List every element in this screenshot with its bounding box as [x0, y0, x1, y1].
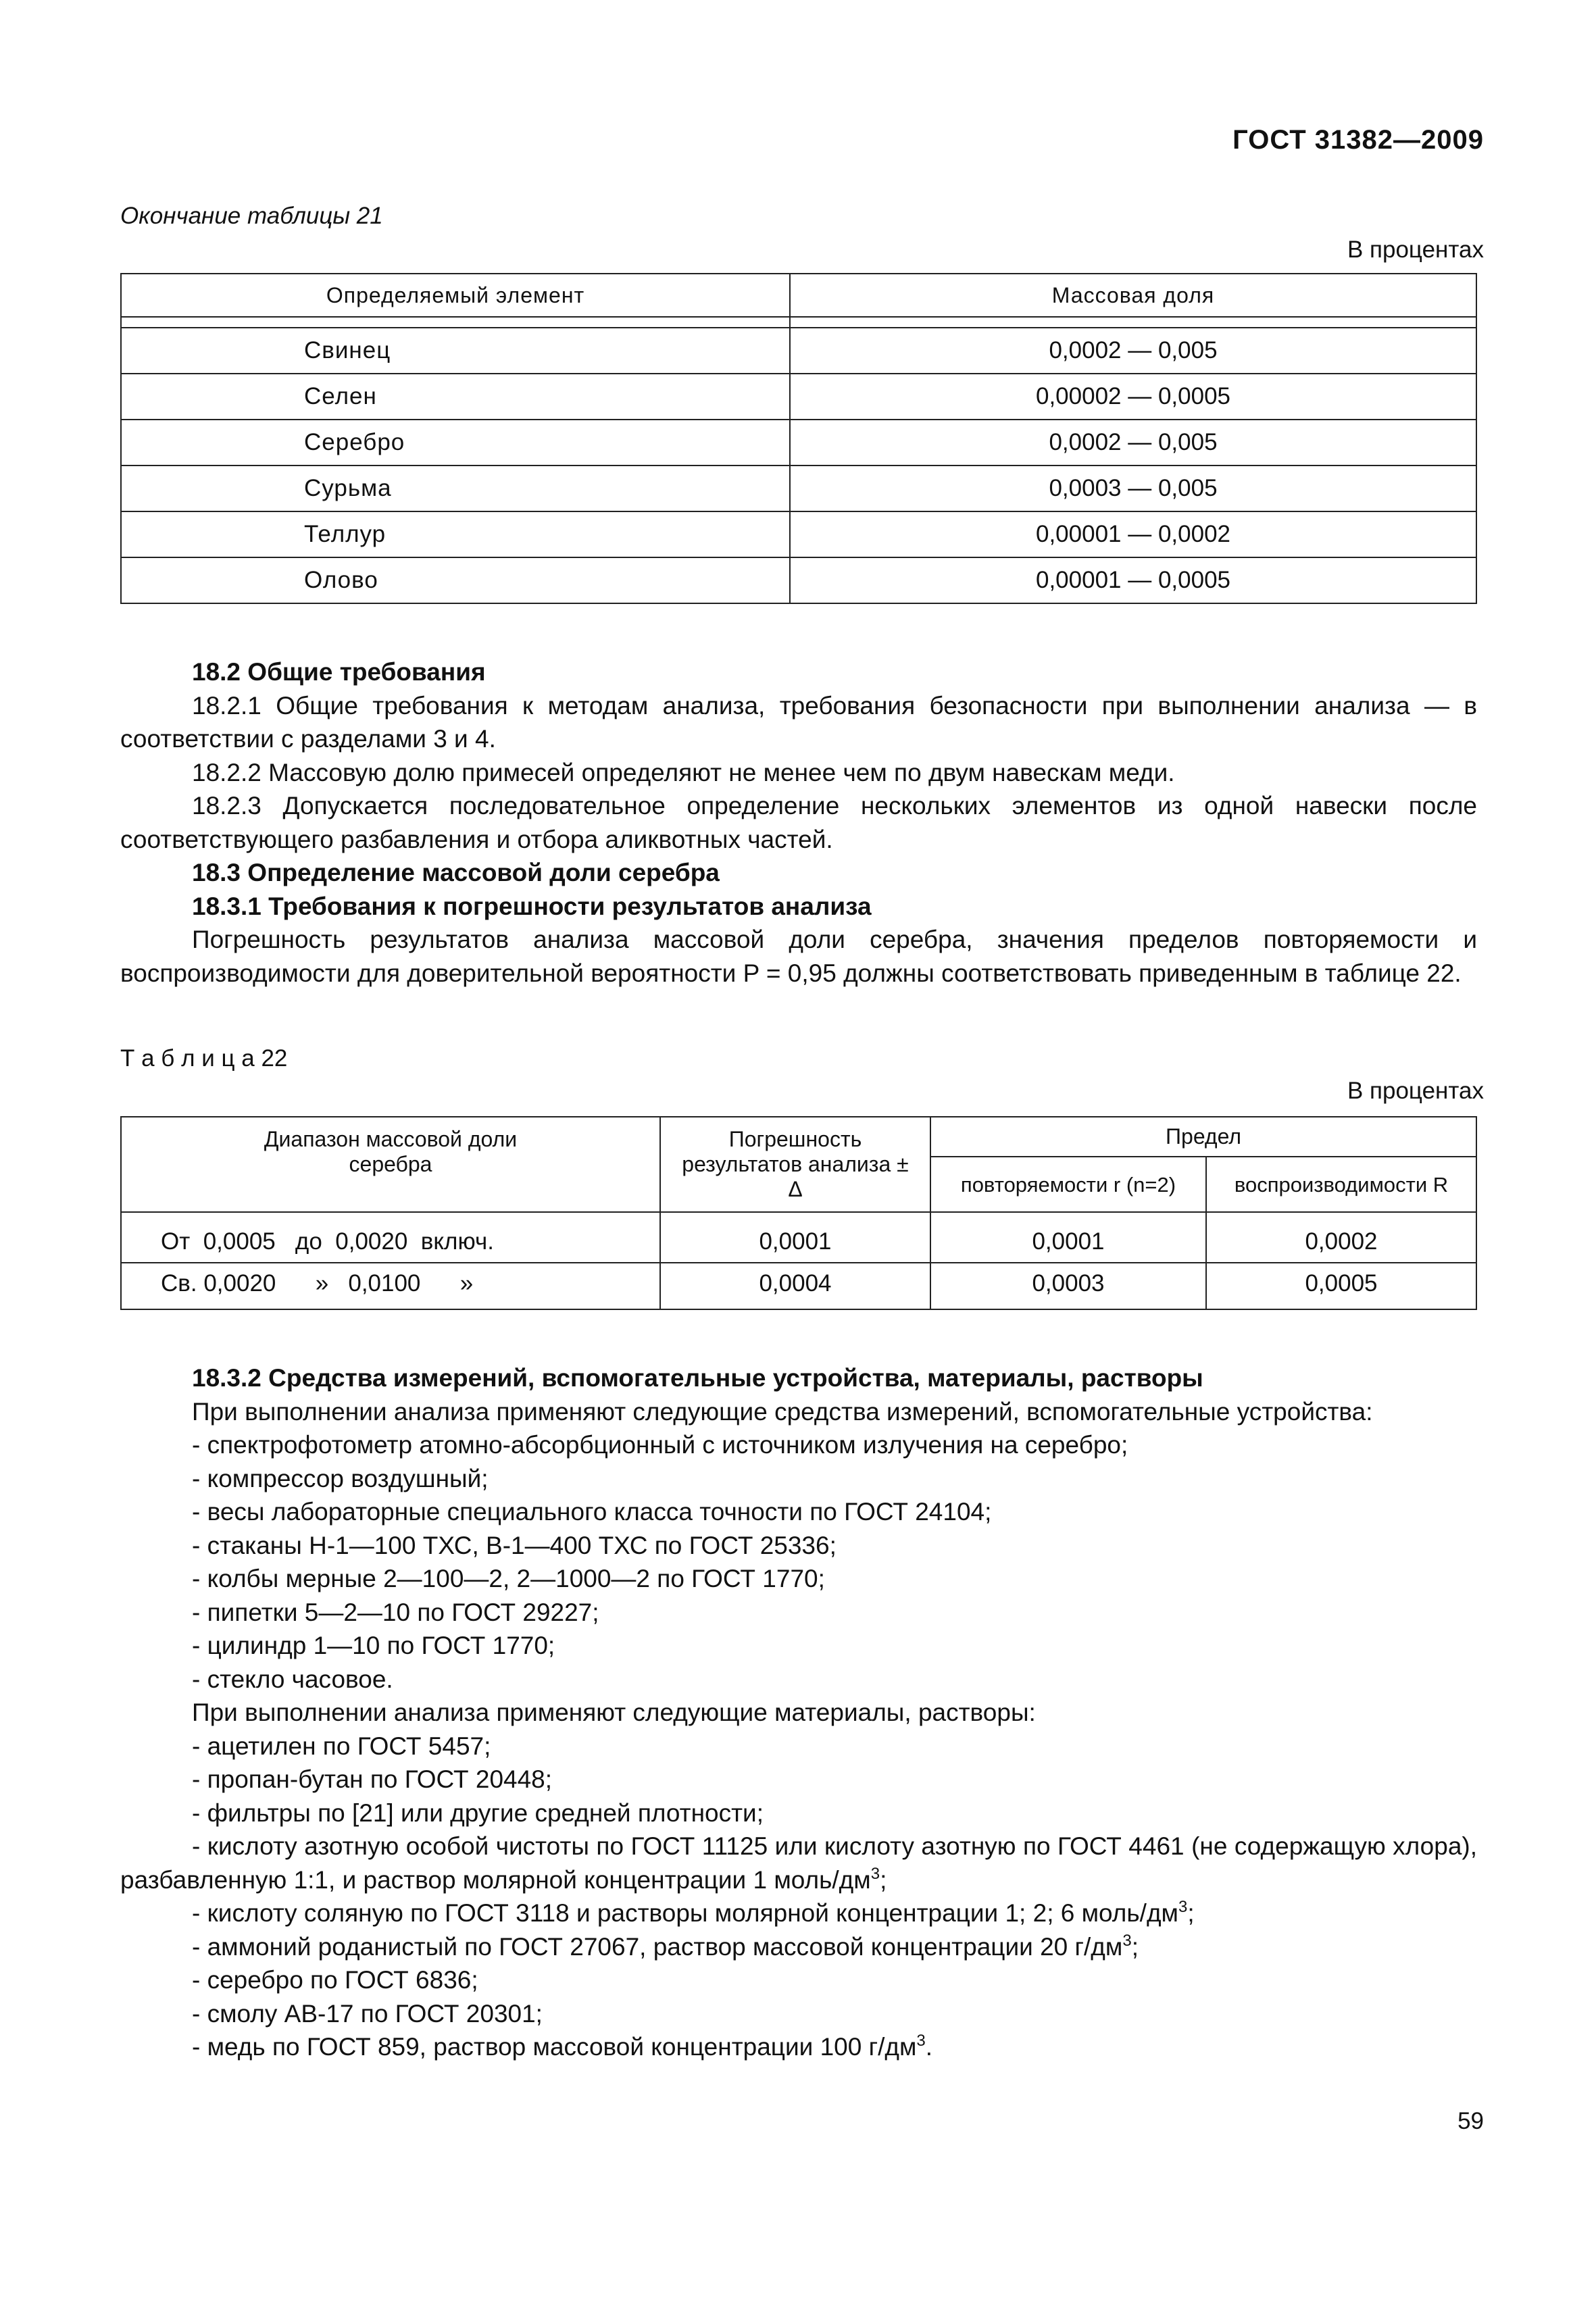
- table-row: [121, 328, 1476, 374]
- table-row: [121, 374, 1476, 420]
- mass-fraction: 0,00001 — 0,0002: [790, 511, 1476, 557]
- mass-fraction: 0,0002 — 0,005: [790, 420, 1476, 466]
- reproducibility-cell: 0,0002: [1206, 1212, 1476, 1263]
- error-cell: 0,0001: [660, 1212, 930, 1263]
- column-header-element: Определяемый элемент: [121, 274, 790, 317]
- mass-fraction: 0,00001 — 0,0005: [790, 557, 1476, 603]
- table-row: [121, 1212, 1476, 1263]
- column-header-error: Погрешность результатов анализа ± Δ: [660, 1117, 930, 1212]
- subsection-heading: 18.3.1 Требования к погрешности результатов анализа: [192, 892, 872, 920]
- table21-units: В процентах: [1347, 236, 1484, 263]
- table22-caption: Т а б л и ц а 22: [120, 1045, 288, 1072]
- superscript: 3: [1122, 1931, 1132, 1950]
- list-item: - цилиндр 1—10 по ГОСТ 1770;: [192, 1632, 555, 1659]
- superscript: 3: [870, 1864, 880, 1883]
- list-item: [120, 1830, 1477, 1896]
- list-item: - весы лабораторные специального класса точности по ГОСТ 24104;: [192, 1498, 992, 1526]
- list-item: - пропан-бутан по ГОСТ 20448;: [192, 1765, 553, 1793]
- element-name: Сурьма: [121, 466, 790, 511]
- element-name: Свинец: [121, 328, 790, 374]
- paragraph: 18.2.1 Общие требования к методам анализа, требования безопасности при выполнении анализа — в соответствии с разделами 3 и 4.: [120, 691, 1477, 753]
- list-item: [120, 1896, 1477, 1930]
- table21-caption: Окончание таблицы 21: [120, 203, 383, 229]
- element-name: Теллур: [121, 511, 790, 557]
- column-header-reproducibility: воспроизводимости R: [1206, 1157, 1476, 1212]
- table-21: [120, 273, 1477, 604]
- superscript: 3: [1178, 1898, 1188, 1916]
- page-number: 59: [1457, 2108, 1484, 2134]
- list-item: - стекло часовое.: [192, 1665, 393, 1693]
- mass-fraction: 0,0002 — 0,005: [790, 328, 1476, 374]
- list-item-text: - аммоний роданистый по ГОСТ 27067, раствор массовой концентрации 20 г/дм: [192, 1932, 1123, 1961]
- section-18-3-2: [120, 1361, 1477, 2064]
- list-item: - ацетилен по ГОСТ 5457;: [192, 1732, 491, 1760]
- column-header-repeatability: повторяемости r (n=2): [930, 1157, 1206, 1212]
- element-name: Олово: [121, 557, 790, 603]
- section-heading: 18.3 Определение массовой доли серебра: [192, 859, 720, 886]
- table-row: [121, 1263, 1476, 1309]
- table22-units: В процентах: [1347, 1078, 1484, 1104]
- range-cell: От 0,0005 до 0,0020 включ.: [121, 1212, 660, 1263]
- paragraph: 18.2.2 Массовую долю примесей определяют не менее чем по двум навескам меди.: [192, 758, 1175, 786]
- repeatability-cell: 0,0001: [930, 1212, 1206, 1263]
- paragraph: При выполнении анализа применяют следующие материалы, растворы:: [192, 1699, 1036, 1726]
- section-18-2-18-3: [120, 655, 1477, 990]
- mass-fraction: 0,00002 — 0,0005: [790, 374, 1476, 420]
- list-item-end: ;: [1187, 1899, 1195, 1927]
- list-item: [120, 1930, 1477, 1964]
- element-name: Серебро: [121, 420, 790, 466]
- list-item: - смолу АВ-17 по ГОСТ 20301;: [192, 1999, 543, 2028]
- reproducibility-cell: 0,0005: [1206, 1263, 1476, 1309]
- table-row: [121, 511, 1476, 557]
- column-header-limit: Предел: [930, 1117, 1476, 1157]
- table-row: [121, 466, 1476, 511]
- list-item-end: .: [925, 2033, 933, 2061]
- list-item: - колбы мерные 2—100—2, 2—1000—2 по ГОСТ 1770;: [192, 1565, 825, 1592]
- list-item: - компрессор воздушный;: [192, 1464, 489, 1492]
- list-item-end: ;: [1131, 1932, 1139, 1961]
- table-22: [120, 1116, 1477, 1310]
- list-item: - фильтры по [21] или другие средней плотности;: [192, 1799, 764, 1827]
- column-header-mass-fraction: Массовая доля: [790, 274, 1476, 317]
- repeatability-cell: 0,0003: [930, 1263, 1206, 1309]
- mass-fraction: 0,0003 — 0,005: [790, 466, 1476, 511]
- list-item-text: - кислоту соляную по ГОСТ 3118 и растворы молярной концентрации 1; 2; 6 моль/дм: [192, 1899, 1178, 1927]
- section-heading: 18.2 Общие требования: [192, 658, 486, 686]
- list-item-text: - кислоту азотную особой чистоты по ГОСТ 11125 или кислоту азотную по ГОСТ 4461 (не содержащую хлора), разбавленную 1:1, и раствор молярной концентрации 1 моль/дм: [120, 1832, 1477, 1894]
- paragraph: 18.2.3 Допускается последовательное определение нескольких элементов из одной навески после соответствующего разбавления и отбора аликвотных частей.: [120, 792, 1477, 853]
- error-cell: 0,0004: [660, 1263, 930, 1309]
- document-id: ГОСТ 31382—2009: [1232, 125, 1484, 155]
- column-header-range: Диапазон массовой доли серебра: [121, 1117, 660, 1212]
- table-row: [121, 557, 1476, 603]
- range-cell: Св. 0,0020 » 0,0100 »: [121, 1263, 660, 1309]
- paragraph: При выполнении анализа применяют следующие средства измерений, вспомогательные устройства:: [192, 1397, 1373, 1426]
- list-item: - серебро по ГОСТ 6836;: [192, 1966, 478, 1994]
- list-item-end: ;: [880, 1865, 887, 1894]
- list-item: - спектрофотометр атомно-абсорбционный с источником излучения на серебро;: [192, 1431, 1128, 1459]
- list-item: - стаканы Н-1—100 ТХС, В-1—400 ТХС по ГОСТ 25336;: [192, 1531, 837, 1559]
- list-item-text: - медь по ГОСТ 859, раствор массовой концентрации 100 г/дм: [192, 2033, 917, 2061]
- list-item: [120, 2030, 1477, 2064]
- superscript: 3: [916, 2032, 926, 2050]
- element-name: Селен: [121, 374, 790, 420]
- subsection-heading: 18.3.2 Средства измерений, вспомогательные устройства, материалы, растворы: [192, 1364, 1203, 1392]
- table-row: [121, 420, 1476, 466]
- list-item: - пипетки 5—2—10 по ГОСТ 29227;: [192, 1598, 599, 1626]
- paragraph: Погрешность результатов анализа массовой доли серебра, значения пределов повторяемости и воспроизводимости для доверительной вероятности P = 0,95 должны соответствовать приведенным в таблице 22.: [120, 926, 1477, 987]
